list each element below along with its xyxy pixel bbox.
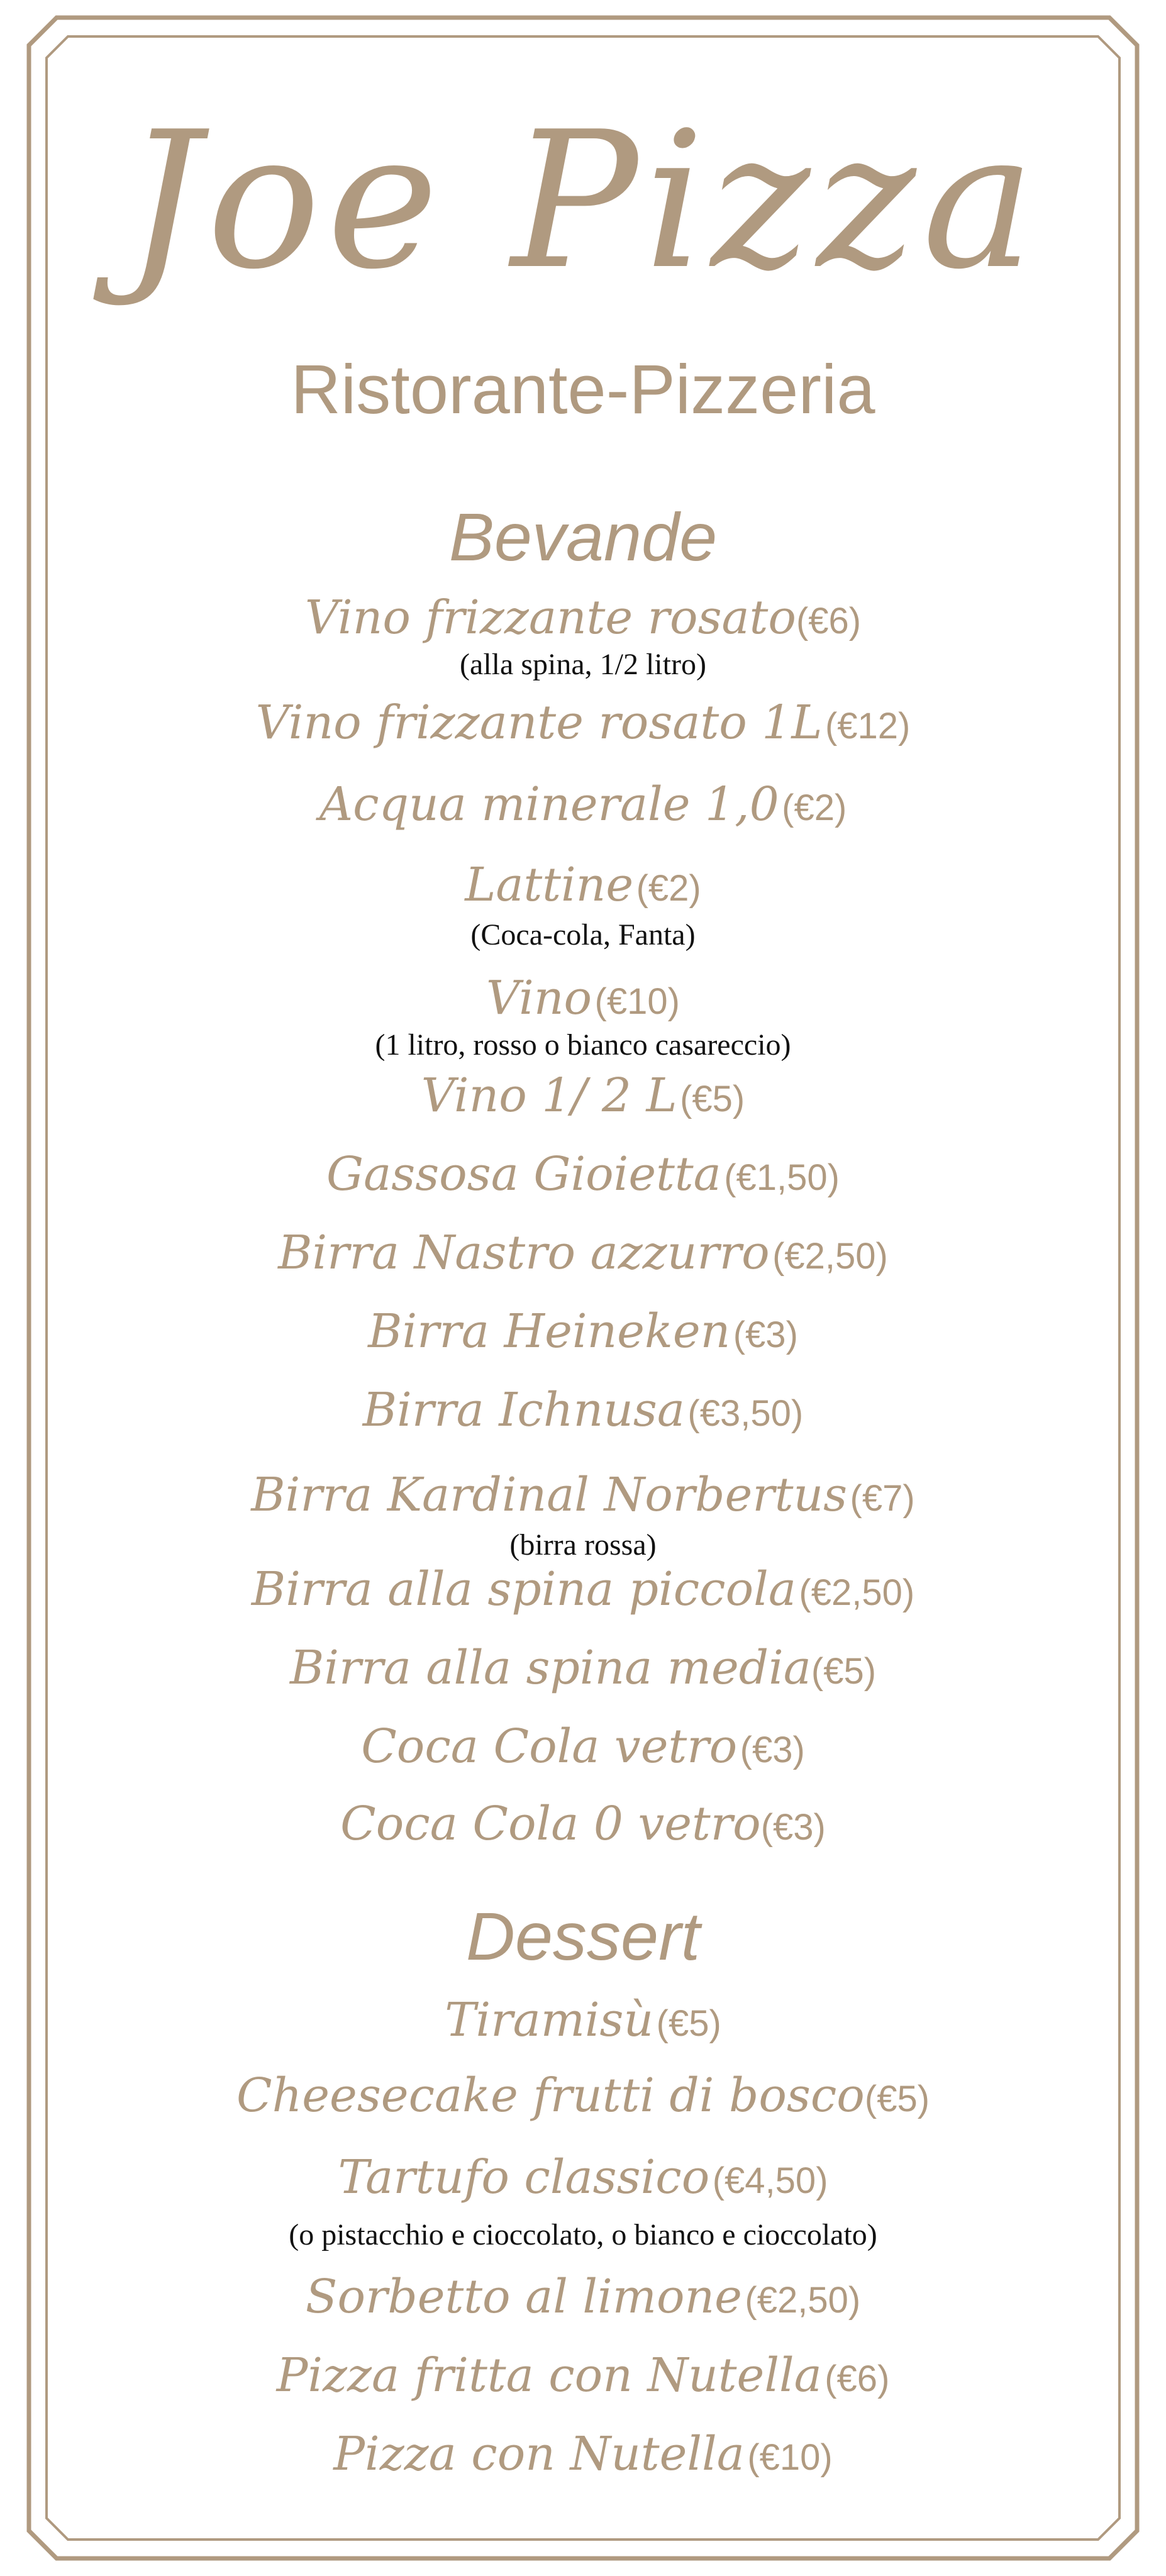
item-price: (€2,50) <box>772 1236 888 1277</box>
item-note: (1 litro, rosso o bianco casareccio) <box>375 1028 791 1062</box>
item-price: (€7) <box>850 1478 915 1519</box>
menu-item <box>0 971 1166 1025</box>
item-name: Birra Kardinal Norbertus <box>251 1468 848 1522</box>
item-price: (€10) <box>747 2437 833 2478</box>
item-name: Vino frizzante rosato 1L <box>255 696 823 750</box>
item-name: Vino 1/ 2 L <box>421 1069 677 1123</box>
item-name: Coca Cola 0 vetro <box>340 1797 761 1851</box>
item-price: (€5) <box>864 2079 930 2119</box>
item-name: Coca Cola vetro <box>361 1719 738 1774</box>
item-name: Tiramisù <box>445 1993 654 2047</box>
item-name: Tartufo classico <box>338 2150 710 2204</box>
item-price: (€5) <box>680 1079 745 1119</box>
item-name: Gassosa Gioietta <box>326 1147 721 1201</box>
item-price: (€12) <box>825 706 911 747</box>
menu-item <box>0 858 1166 912</box>
item-note: (birra rossa) <box>509 1528 657 1562</box>
item-price: (€10) <box>594 981 680 1022</box>
menu-item <box>0 1719 1166 1774</box>
item-price: (€3) <box>740 1729 805 1770</box>
menu-item <box>0 1147 1166 1201</box>
item-name: Pizza con Nutella <box>333 2427 745 2481</box>
menu-item <box>0 1641 1166 1695</box>
item-name: Birra alla spina media <box>289 1641 811 1695</box>
menu-item <box>0 591 1166 645</box>
item-price: (€4,50) <box>712 2160 828 2201</box>
menu-item <box>0 1383 1166 1437</box>
item-note: (Coca-cola, Fanta) <box>470 918 696 952</box>
menu-item <box>0 1797 1166 1851</box>
menu-item <box>0 777 1166 831</box>
menu-item <box>0 1304 1166 1358</box>
menu-item <box>0 696 1166 750</box>
restaurant-logo-title: Joe Pizza <box>125 91 1041 311</box>
item-name: Birra Nastro azzurro <box>278 1226 770 1280</box>
section-title-bevande: Bevande <box>448 499 718 575</box>
menu-item <box>0 2068 1166 2123</box>
menu-item <box>0 2150 1166 2204</box>
item-note: (o pistacchio e cioccolato, o bianco e cioccolato) <box>289 2218 877 2251</box>
item-name: Birra Ichnusa <box>362 1383 685 1437</box>
item-name: Birra alla spina piccola <box>251 1562 796 1616</box>
item-price: (€3) <box>760 1807 826 1848</box>
item-note: (alla spina, 1/2 litro) <box>460 648 706 681</box>
menu-item <box>0 1226 1166 1280</box>
item-price: (€6) <box>796 601 862 641</box>
section-title-dessert: Dessert <box>465 1898 701 1974</box>
item-name: Lattine <box>465 858 634 912</box>
item-name: Sorbetto al limone <box>305 2270 742 2324</box>
item-price: (€1,50) <box>724 1157 840 1198</box>
item-name: Acqua minerale 1,0 <box>319 777 779 831</box>
menu-item <box>0 1993 1166 2047</box>
item-price: (€2) <box>636 868 701 909</box>
item-price: (€2) <box>782 787 847 828</box>
item-price: (€3) <box>733 1314 798 1355</box>
item-name: Pizza fritta con Nutella <box>276 2348 822 2402</box>
item-name: Cheesecake frutti di bosco <box>236 2068 865 2123</box>
menu-item <box>0 2427 1166 2481</box>
restaurant-subtitle: Ristorante-Pizzeria <box>291 351 875 428</box>
menu-item <box>0 2348 1166 2402</box>
item-name: Birra Heineken <box>368 1304 731 1358</box>
item-price: (€5) <box>811 1651 877 1692</box>
item-name: Vino frizzante rosato <box>304 591 796 645</box>
item-name: Vino <box>486 971 592 1025</box>
item-price: (€3,50) <box>687 1393 804 1434</box>
item-price: (€2,50) <box>745 2280 861 2321</box>
item-price: (€2,50) <box>799 1572 915 1613</box>
menu-item <box>0 1562 1166 1616</box>
menu-item <box>0 1468 1166 1522</box>
item-price: (€6) <box>825 2358 890 2399</box>
menu-item <box>0 1069 1166 1123</box>
item-price: (€5) <box>656 2003 721 2044</box>
menu-item <box>0 2270 1166 2324</box>
